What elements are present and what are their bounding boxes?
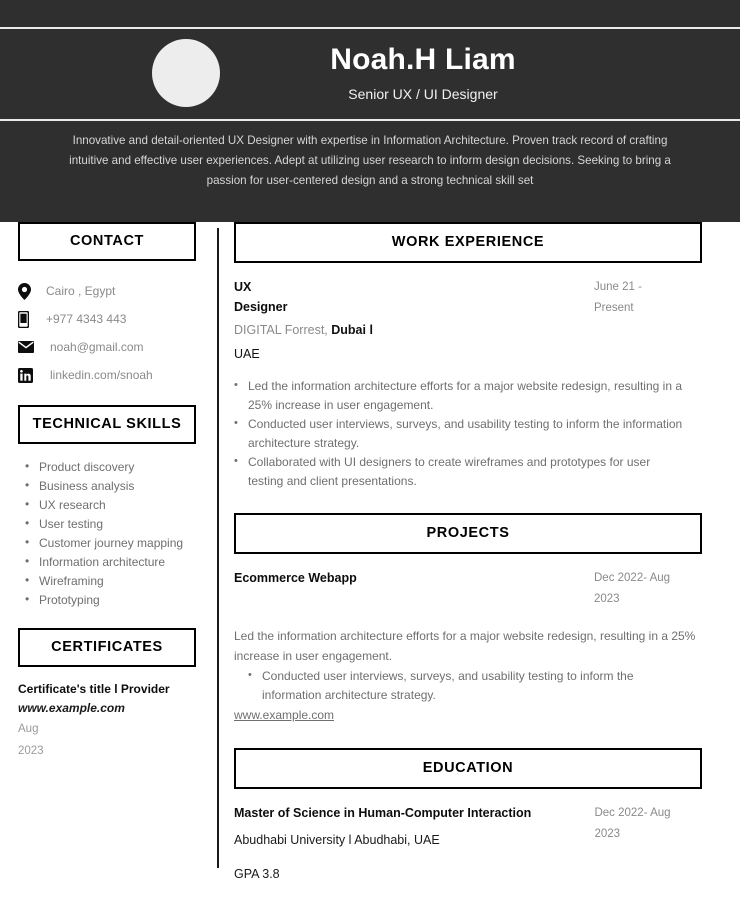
list-item: • Conducted user interviews, surveys, and usability testing to inform the information architecture strategy. [234, 415, 686, 453]
contact-item-email[interactable] [18, 333, 198, 361]
education-entry [234, 803, 702, 885]
list-item: • UX research [24, 496, 198, 515]
resume-body [0, 222, 740, 914]
professional-summary: Innovative and detail-oriented UX Designer with expertise in Information Architecture. Proven track record of crafting intuitive and effective user experiences. Adept at utilizing user research to inform design decisions. Seeking to bring a passion for user-centered design and a strong technical skill set [69, 134, 671, 187]
certificate-entry [18, 680, 198, 762]
project-bullets [234, 667, 702, 705]
project-entry [234, 568, 702, 724]
certificate-url[interactable]: www.example.com [18, 701, 125, 715]
contact-list [18, 277, 198, 389]
envelope-icon [18, 341, 40, 353]
work-date-line2: Present [594, 302, 634, 314]
work-bullets [234, 377, 702, 491]
education-date-line2: 2023 [594, 828, 621, 840]
list-item: • Collaborated with UI designers to create wireframes and prototypes for user testing and client presentations. [234, 453, 686, 491]
main-content [234, 222, 740, 914]
certificate-title: Certificate's title l Provider [18, 682, 170, 696]
section-heading-contact: CONTACT [18, 222, 196, 261]
list-item: • Conducted user interviews, surveys, and usability testing to inform the information architecture strategy. [248, 667, 678, 705]
avatar [152, 39, 220, 107]
project-date [592, 568, 702, 610]
contact-item-phone[interactable] [18, 305, 198, 333]
project-name-block [234, 568, 544, 588]
list-item: • Product discovery [24, 458, 198, 477]
contact-value-location: Cairo , Egypt [46, 284, 116, 298]
list-item: • Led the information architecture efforts for a major website redesign, resulting in a 25% increase in user engagement. [234, 377, 686, 415]
certificate-date-line2: 2023 [18, 745, 44, 757]
contact-item-location[interactable] [18, 277, 198, 305]
section-heading-certificates: CERTIFICATES [18, 628, 196, 667]
list-item: • Customer journey mapping [24, 534, 198, 553]
resume-header [0, 0, 740, 222]
list-item: • Wireframing [24, 572, 198, 591]
work-org-line2: UAE [234, 347, 260, 361]
project-date-line1: Dec 2022- Aug [594, 572, 671, 584]
work-org-prefix: DIGITAL Forrest, [234, 323, 328, 337]
work-entry-role-block [234, 277, 544, 365]
education-date [592, 803, 702, 845]
project-entry-header [234, 568, 702, 610]
contact-item-linkedin[interactable] [18, 361, 198, 389]
linkedin-icon [18, 368, 40, 383]
list-item: • User testing [24, 515, 198, 534]
header-bottom-divider [0, 119, 740, 121]
work-role-line2: Designer [234, 300, 288, 314]
location-pin-icon [18, 283, 40, 300]
education-gpa: GPA 3.8 [234, 867, 280, 881]
education-entry-header [234, 803, 702, 885]
section-heading-work-experience: WORK EXPERIENCE [234, 222, 702, 263]
work-org-location: Dubai l [331, 323, 373, 337]
work-entry-header [234, 277, 702, 365]
contact-value-email: noah@gmail.com [50, 340, 144, 354]
name-block [258, 43, 588, 103]
phone-icon [18, 311, 40, 328]
education-degree-block [234, 803, 592, 885]
work-role-line1: UX [234, 280, 252, 294]
work-organization [234, 320, 544, 341]
list-item: • Prototyping [24, 591, 198, 610]
project-date-line2: 2023 [594, 593, 620, 605]
list-item: • Business analysis [24, 477, 198, 496]
skills-list [18, 458, 198, 610]
list-item: • Information architecture [24, 553, 198, 572]
sidebar [0, 222, 218, 914]
education-date-line1: Dec 2022- Aug [594, 807, 671, 819]
certificate-date-line1: Aug [18, 723, 39, 735]
work-entry [234, 277, 702, 491]
section-heading-education: EDUCATION [234, 748, 702, 789]
project-description: Led the information architecture efforts for a major website redesign, resulting in a 25% increase in user engagement. [234, 629, 696, 663]
page-title: Noah.H Liam [330, 43, 516, 76]
education-school: Abudhabi University l Abudhabi, UAE [234, 833, 440, 847]
project-link[interactable]: www.example.com [234, 708, 335, 722]
education-degree: Master of Science in Human-Computer Interaction [234, 806, 532, 820]
project-name: Ecommerce Webapp [234, 571, 357, 585]
section-heading-technical-skills: TECHNICAL SKILLS [18, 405, 196, 444]
job-title: Senior UX / UI Designer [348, 86, 498, 102]
section-heading-projects: PROJECTS [234, 513, 702, 554]
work-date [592, 277, 702, 319]
contact-value-linkedin: linkedin.com/snoah [50, 368, 153, 382]
identity-block [0, 28, 740, 118]
contact-value-phone: +977 4343 443 [46, 312, 127, 326]
work-date-line1: June 21 - [594, 281, 642, 293]
